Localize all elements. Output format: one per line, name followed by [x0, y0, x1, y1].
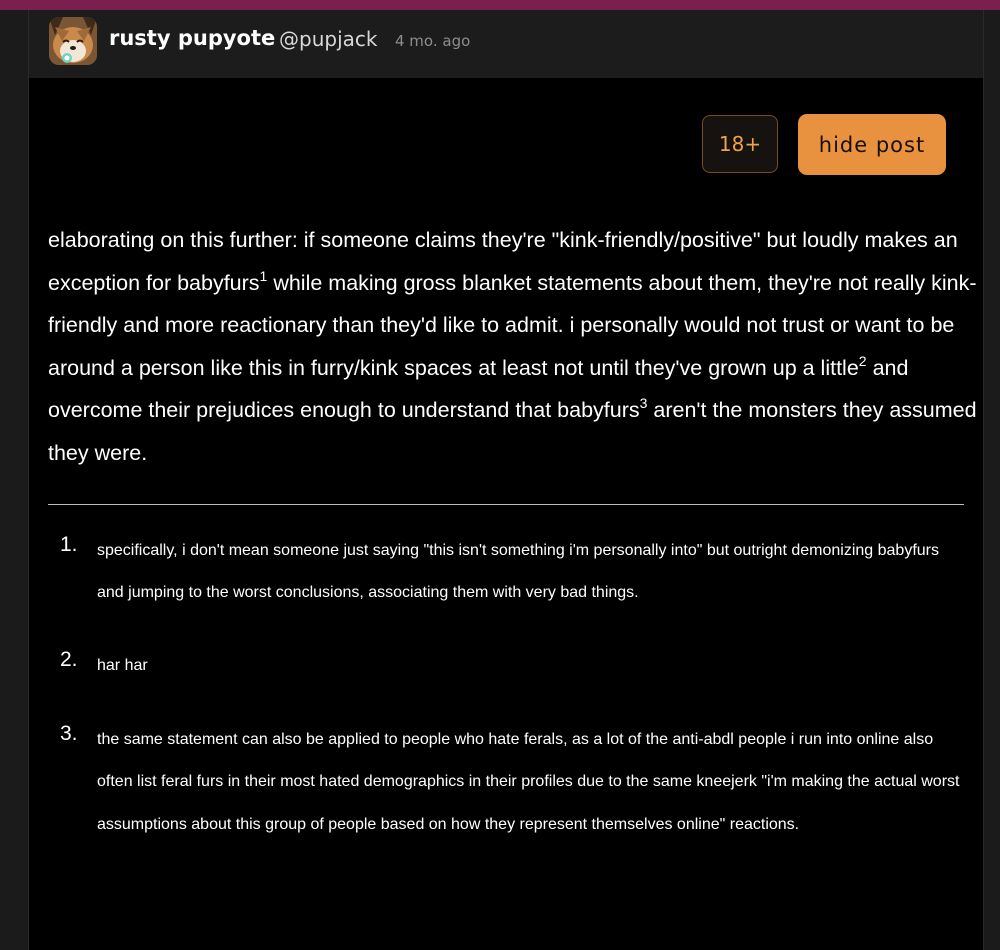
footnote-item	[48, 645, 148, 687]
footnote-item	[48, 719, 968, 846]
post-text-segment: and overcome their prejudices enough to understand that babyfurs	[48, 355, 909, 423]
right-gutter	[984, 10, 1000, 950]
footnote-text: the same statement can also be applied to people who hate ferals, as a lot of the anti-abdl people i run into online also often list feral furs in their most hated demographics in their profiles due to the same kneejerk "i'm making the actual worst assumptions about this group of people based on how they represent themselves online" reactions.	[97, 731, 960, 833]
footnote-ref[interactable]: 1	[259, 267, 268, 284]
fox-avatar-icon	[49, 17, 97, 65]
left-gutter	[0, 10, 28, 950]
post-text-segment: aren't the monsters they assumed they were.	[48, 398, 977, 465]
footnote-ref[interactable]: 2	[858, 352, 867, 369]
author-avatar[interactable]	[49, 17, 97, 65]
post-card	[28, 10, 984, 950]
rating-badge: 18+	[702, 115, 778, 173]
footnote-ref[interactable]: 3	[639, 395, 648, 412]
post-header	[29, 10, 983, 78]
post-timestamp[interactable]: 4 mo. ago	[395, 32, 471, 50]
top-accent-bar	[0, 0, 1000, 10]
hide-post-button[interactable]: hide post	[798, 114, 946, 175]
footnote-number: 3.	[60, 722, 78, 745]
author-handle[interactable]: @pupjack	[279, 27, 378, 51]
post-body	[48, 219, 978, 475]
post-text-segment: while making gross blanket statements about them, they're not really kink-friendly and more reactionary than they'd like to admit. i personally would not trust or want to be around a person like this in furry/kink spaces at least not until they've grown up a little	[48, 270, 977, 380]
footnote-text: specifically, i don't mean someone just saying "this isn't something i'm personally into" but outright demonizing babyfurs and jumping to the worst conclusions, associating them with very bad things.	[97, 542, 939, 602]
footnotes-divider	[48, 504, 964, 505]
footnote-number: 2.	[60, 648, 78, 671]
post-text-segment: elaborating on this further: if someone claims they're "kink-friendly/positive" but loudly makes an exception for babyfurs	[48, 228, 958, 295]
author-display-name[interactable]: rusty pupyote	[109, 26, 276, 50]
footnote-number: 1.	[60, 533, 78, 556]
footnote-text: har har	[97, 657, 148, 674]
footnote-item	[48, 530, 968, 615]
